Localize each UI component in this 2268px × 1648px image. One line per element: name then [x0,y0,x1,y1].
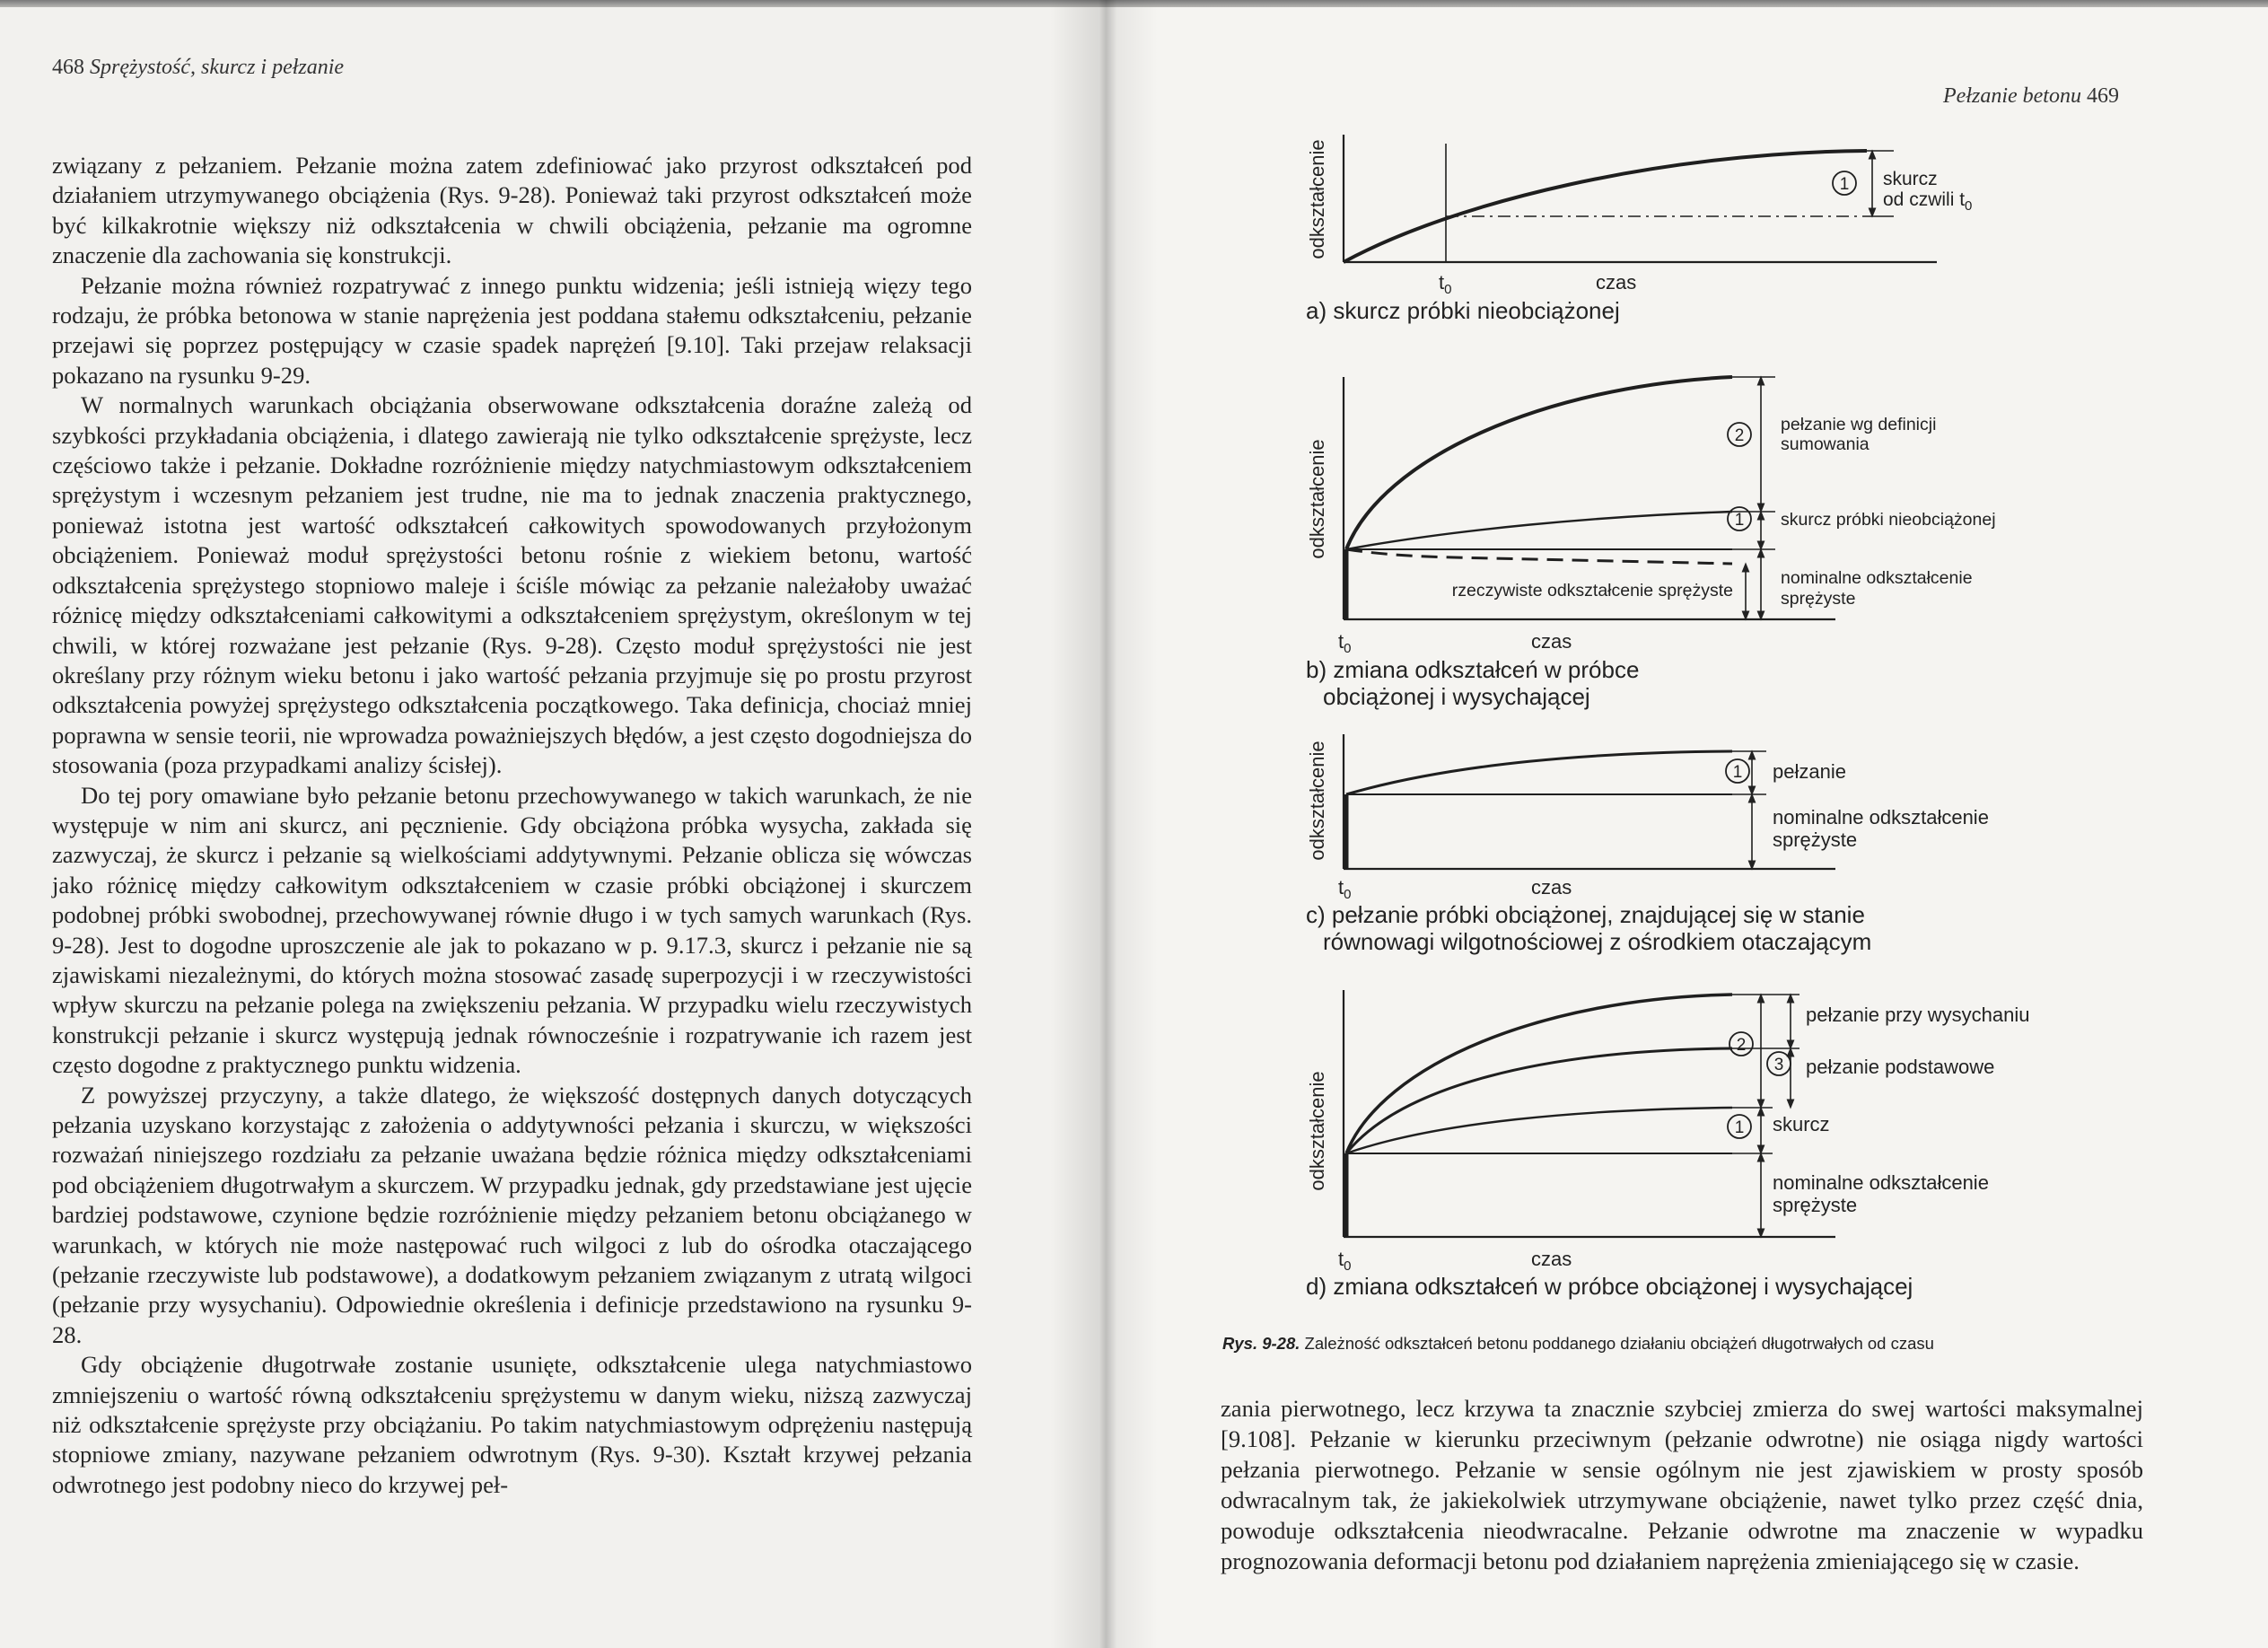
panel-d-title: d) zmiana odkształceń w próbce obciążonej i wysychającej [1306,1273,1913,1300]
t0-label: $t_0$ [1439,271,1452,297]
label-actual-elastic: rzeczywiste odkształcenie sprężyste [1451,581,1733,600]
y-axis-label: odkształcenie [1306,439,1328,559]
label-creep-def-2: sumowania [1781,434,1870,454]
label-drying-creep: pełzanie przy wysychaniu [1806,1004,2030,1026]
label-nominal-elastic: nominalne odkształcenie [1773,806,1989,828]
panel-a [1344,135,1937,262]
figure-caption [1222,1334,1934,1354]
caption-text: Zależność odkształceń betonu poddanego działaniu obciążeń długotrwałych od czasu [1304,1334,1934,1353]
marker-number: 2 [1734,426,1745,445]
marker-number: 1 [1839,175,1850,194]
y-axis-label: odkształcenie [1306,1071,1328,1191]
t0-label: $t_0$ [1338,630,1352,656]
panel-d [1344,990,1835,1237]
paragraph: Do tej pory omawiane było pełzanie betonu przechowywanego w takich warunkach, że nie występuje w nim ani skurcz, ani pęcznienie. Gdy obciążona próbka wysycha, zakłada się zazwyczaj, że skurcz i pełzanie są wielkościami addytywnymi. Pełzanie oblicza się wówczas jako różnicę między całkowitym odkształceniem w czasie próbki obciążonej i skurczem podobnej próbki swobodnej, przechowywanej równie długo i w tych samych warunkach (Rys. 9-28). Jest to dogodne uproszczenie ale jak to pokazano w p. 9.17.3, skurcz i pełzanie nie są zjawiskami niezależnymi, do których można stosować zasadę superpozycji i w rzeczywistości wpływ skurczu na pełzanie polega na zwiększeniu pełzania. W przypadku wielu rzeczywistych konstrukcji pełzanie i skurcz występują jednak równocześnie i rozpatrywanie ich razem jest często dogodne z praktycznego punktu widzenia. [52,781,972,1079]
label-shrink-unloaded: skurcz próbki nieobciążonej [1781,510,1996,530]
marker-number: 1 [1732,763,1743,782]
x-axis-label: czas [1531,876,1572,899]
panel-b-title-line2: obciążonej i wysychającej [1323,683,1590,710]
paragraph: Pełzanie można również rozpatrywać z innego punktu widzenia; jeśli istnieją więzy tego rodzaju, że próbka betonowa w stanie naprężenia jest poddana stałemu odkształceniu, pełzanie przejawi się poprzez postępujący w czasie spadek naprężeń [9.10]. Taki przejaw relaksacji pokazano na rysunku 9-29. [52,271,972,389]
panel-c-title-line1: c) pełzanie próbki obciążonej, znajdującej się w stanie [1306,901,1865,928]
right-body-text [1221,1393,2143,1576]
total-strain-curve [1346,995,1732,1153]
creep-curve [1346,751,1732,794]
t0-label: $t_0$ [1338,1248,1352,1274]
marker-number: 3 [1773,1056,1784,1074]
panel-c-title-line2: równowagi wilgotnościowej z ośrodkiem otaczającym [1323,928,1872,955]
shrinkage-curve [1344,151,1867,262]
caption-label: Rys. 9-28. [1222,1334,1300,1353]
left-running-title: Sprężystość, skurcz i pełzanie [90,56,345,79]
label-nominal-elastic-2: sprężyste [1773,1194,1858,1216]
label-basic-creep: pełzanie podstawowe [1806,1056,1995,1078]
label-nominal-elastic-2: sprężyste [1781,589,1856,609]
x-axis-label: czas [1531,1248,1572,1270]
label-nominal-elastic: nominalne odkształcenie [1773,1171,1989,1194]
x-axis-label: czas [1596,271,1637,294]
left-page-number: 468 [52,56,84,79]
marker-number: 1 [1734,511,1745,530]
paragraph: związany z pełzaniem. Pełzanie można zatem zdefiniować jako przyrost odkształceń pod działaniem utrzymywanego obciążenia (Rys. 9-28). Ponieważ taki przyrost odkształceń może być kilkakrotnie większy niż odkształcenia w chwili obciążenia, pełzanie ma ogromne znaczenie dla zachowania się konstrukcji. [52,152,972,269]
paragraph: Gdy obciążenie długotrwałe zostanie usunięte, odkształcenie ulega natychmiastowo zmniejszeniu o wartość równą odkształceniu sprężystemu w danym wieku, niższą zazwyczaj niż odkształcenie sprężyste przy obciążaniu. Po takim natychmiastowym odprężeniu następują stopniowe zmiany, nazywane pełzaniem odwrotnym (Rys. 9-30). Kształt krzywej pełzania odwrotnego jest podobny nieco do krzywej peł- [52,1351,972,1498]
panel-c [1344,734,1835,869]
label-creep-def: pełzanie wg definicji [1781,415,1937,434]
marker-number: 2 [1736,1036,1747,1055]
label-creep: pełzanie [1773,760,1846,783]
paragraph: Z powyższej przyczyny, a także dlatego, że większość dostępnych danych dotyczących pełzania uzyskano korzystając z założenia o addytywności pełzania i skurczu, w większości rozważań niniejszego rozdziału za pełzanie uważana będzie różnica między odkształceniami pod obciążeniem długotrwałym a skurczem. W przypadku jednak, gdy przedstawiane jest ujęcie bardziej podstawowe, czynione będzie rozróżnienie między pełzaniem betonu obciążanego w warunkach, w których nie może następować ruch wilgoci z lub do ośrodka otaczającego (pełzanie rzeczywiste lub podstawowe), a dodatkowym pełzaniem związanym z utratą wilgoci (pełzanie przy wysychaniu). Odpowiednie określenia i definicje przedstawiono na rysunku 9-28. [52,1081,972,1348]
y-axis-label: odkształcenie [1306,741,1328,861]
paragraph: W normalnych warunkach obciążania obserwowane odkształcenia doraźne zależą od szybkości przykładania obciążenia, i dlatego zawierają nie tylko odkształcenie sprężyste, lecz częściowo także i pełzanie. Dokładne rozróżnienie między natychmiastowym odkształceniem sprężystym i wczesnym pełzaniem jest trudne, nie ma to jednak znaczenia praktycznego, ponieważ istotna jest wartość odkształceń całkowitych spowodowanych przyłożonym obciążeniem. Ponieważ moduł sprężystości betonu rośnie z wiekiem betonu, wartość odkształcenia sprężystego stopniowo maleje i ściśle mówiąc za pełzanie należałoby uważać różnicę między odkształceniami całkowitymi a odkształceniem sprężystym, określonym w tej chwili, w której rozważane jest pełzanie (Rys. 9-28). Często moduł sprężystości nie jest określany przy różnym wieku betonu i jako wartość pełzania przyjmuje się po prostu przyrost odkształcenia powyżej sprężystego odkształcenia początkowego. Taka definicja, chociaż mniej poprawna w sensie teorii, nie wprowadza poważniejszych błędów, a jest często dogodniejsza do stosowania (poza przypadkami analizy ścisłej). [52,391,972,779]
marker-number: 1 [1734,1118,1745,1137]
shrinkage-curve [1346,1108,1732,1153]
right-running-title: Pełzanie betonu [1943,84,2081,108]
panel-a-title: a) skurcz próbki nieobciążonej [1306,297,1620,324]
label-od-czwili: od czwili $t_0$ [1883,189,1973,214]
label-shrinkage: skurcz [1773,1113,1830,1135]
t0-label: $t_0$ [1338,876,1352,902]
x-axis-label: czas [1531,630,1572,653]
label-nominal-elastic: nominalne odkształcenie [1781,568,1973,588]
panel-b-title-line1: b) zmiana odkształceń w próbce [1306,656,1640,683]
label-nominal-elastic-2: sprężyste [1773,828,1858,851]
shrinkage-curve [1346,512,1732,549]
label-skurcz: skurcz [1883,169,1938,189]
right-page-number: 469 [2086,84,2119,108]
y-axis-label: odkształcenie [1306,139,1328,259]
actual-elastic-dashed [1346,549,1732,564]
paragraph: zania pierwotnego, lecz krzywa ta znacznie szybciej zmierza do swej wartości maksymalnej [9.108]. Pełzanie w kierunku przeciwnym (pełzanie odwrotne) nie osiąga nigdy wartości pełzania pierwotnego. Pełzanie w sensie ogólnym nie jest zjawiskiem w prosty sposób odwracalnym tak, że jakiekolwiek utrzymywane obciążenie, nawet tylko przez część dnia, powoduje odkształcenia nieodwracalne. Pełzanie odwrotne ma znaczenie w wypadku prognozowania deformacji betonu pod działaniem naprężenia zmieniającego się w czasie. [1221,1395,2143,1574]
